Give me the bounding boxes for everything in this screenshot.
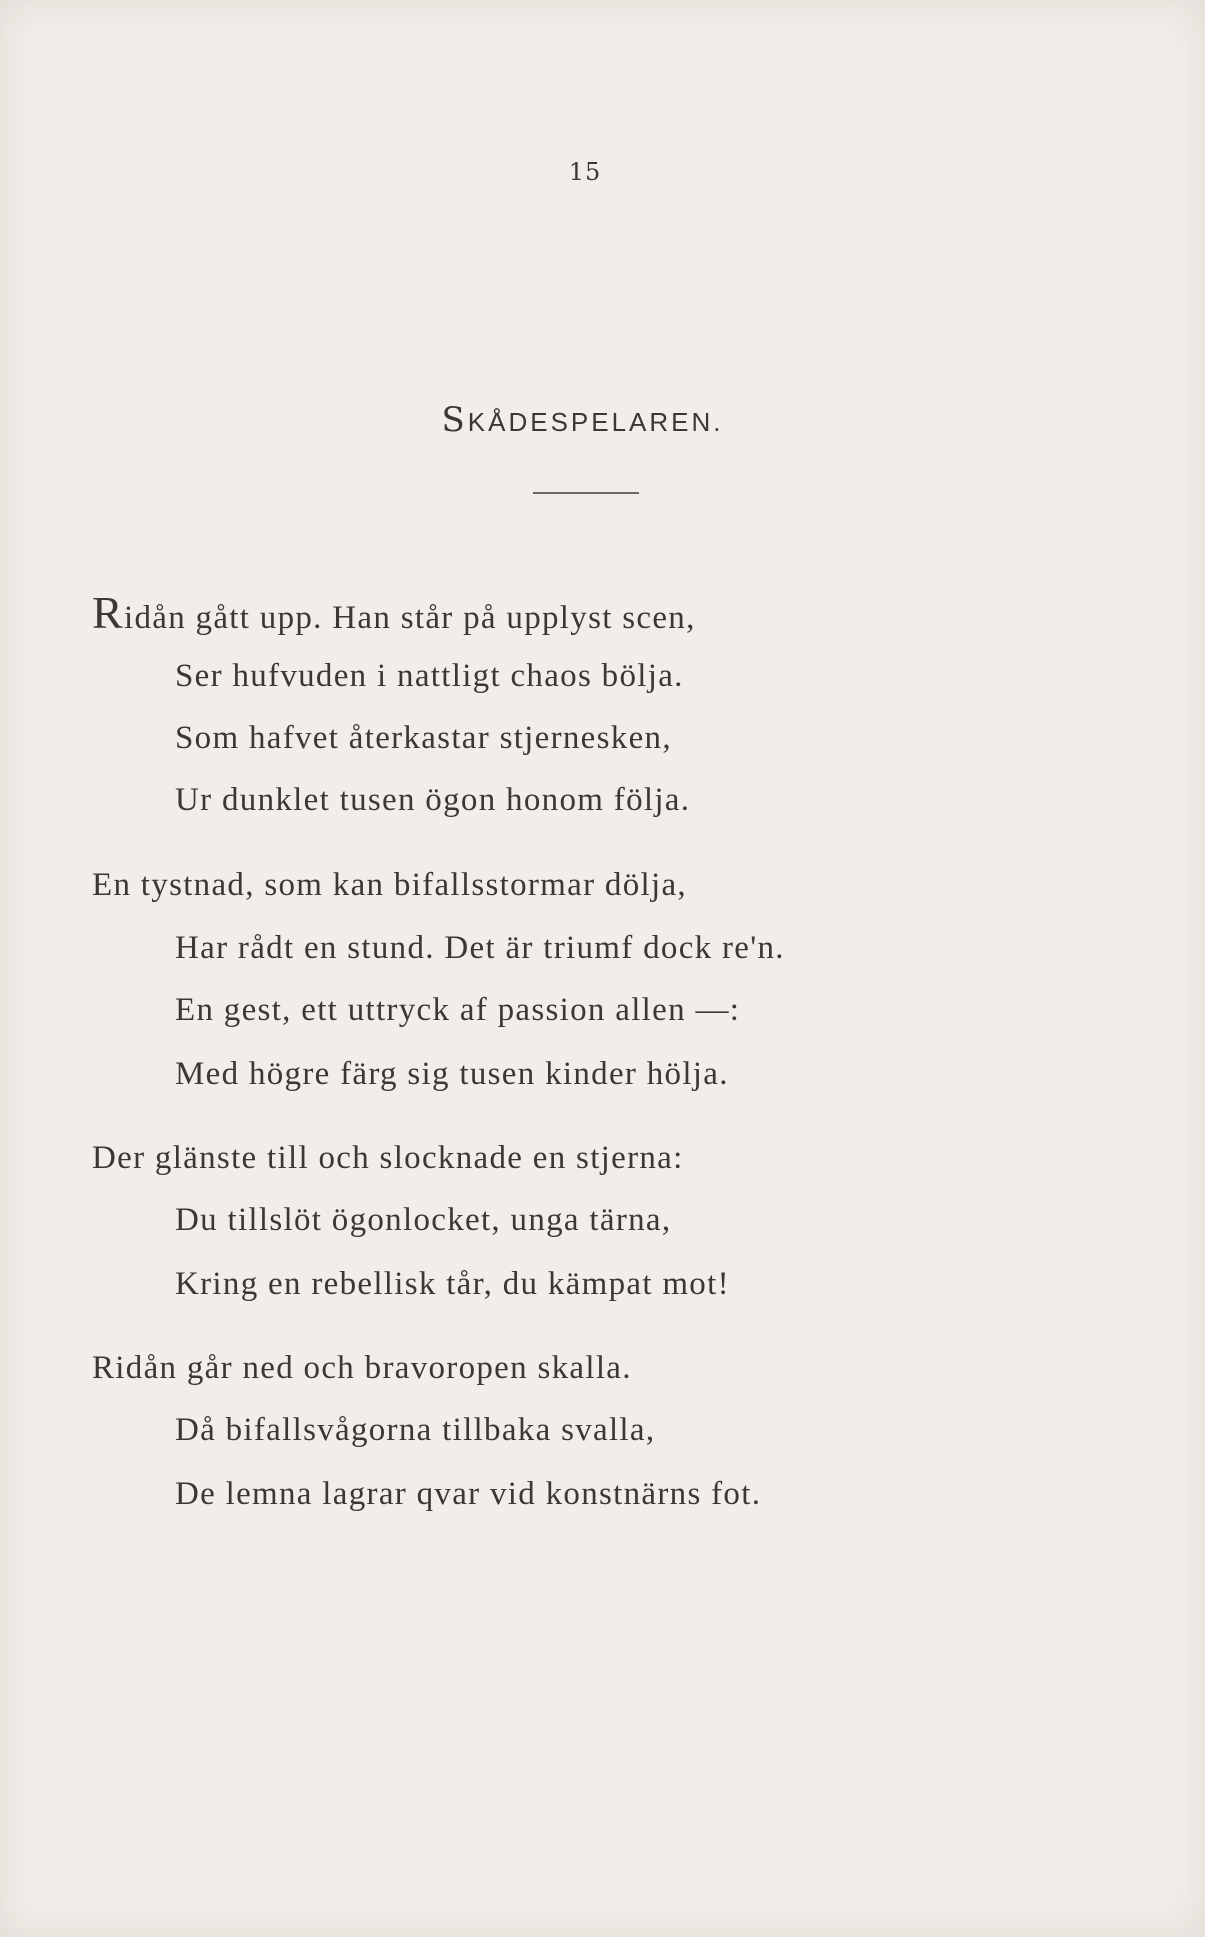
poem-title [0, 400, 1165, 440]
stanza1-line1 [92, 587, 696, 638]
stanza1-line3: Som hafvet återkastar stjernesken, [175, 720, 672, 756]
stanza1-line2: Ser hufvuden i nattligt chaos bölja. [175, 658, 684, 694]
stanza4-line1: Ridån går ned och bravoropen skalla. [92, 1350, 632, 1386]
stanza2-line2: Har rådt en stund. Det är triumf dock re'n. [175, 930, 785, 966]
stanza2-line1: En tystnad, som kan bifallsstormar dölja, [92, 867, 687, 903]
stanza3-line2: Du tillslöt ögonlocket, unga tärna, [175, 1202, 672, 1238]
stanza4-line3: De lemna lagrar qvar vid konstnärns fot. [175, 1476, 762, 1512]
poem-title-initial: S [441, 400, 468, 440]
stanza3-line3: Kring en rebellisk tår, du kämpat mot! [175, 1266, 730, 1302]
stanza1-line1-text: idån gått upp. Han står på upplyst scen, [123, 600, 696, 636]
title-divider [533, 492, 639, 494]
stanza3-line1: Der glänste till och slocknade en stjerna: [92, 1140, 684, 1176]
poem-title-rest: KÅDESPELAREN. [467, 407, 724, 437]
stanza2-line3: En gest, ett uttryck af passion allen —: [175, 992, 741, 1028]
stanza4-line2: Då bifallsvågorna tillbaka svalla, [175, 1412, 656, 1448]
dropcap-initial: R [92, 587, 124, 638]
stanza2-line4: Med högre färg sig tusen kinder hölja. [175, 1056, 729, 1092]
stanza1-line4: Ur dunklet tusen ögon honom följa. [175, 782, 691, 818]
page-number: 15 [568, 158, 602, 186]
